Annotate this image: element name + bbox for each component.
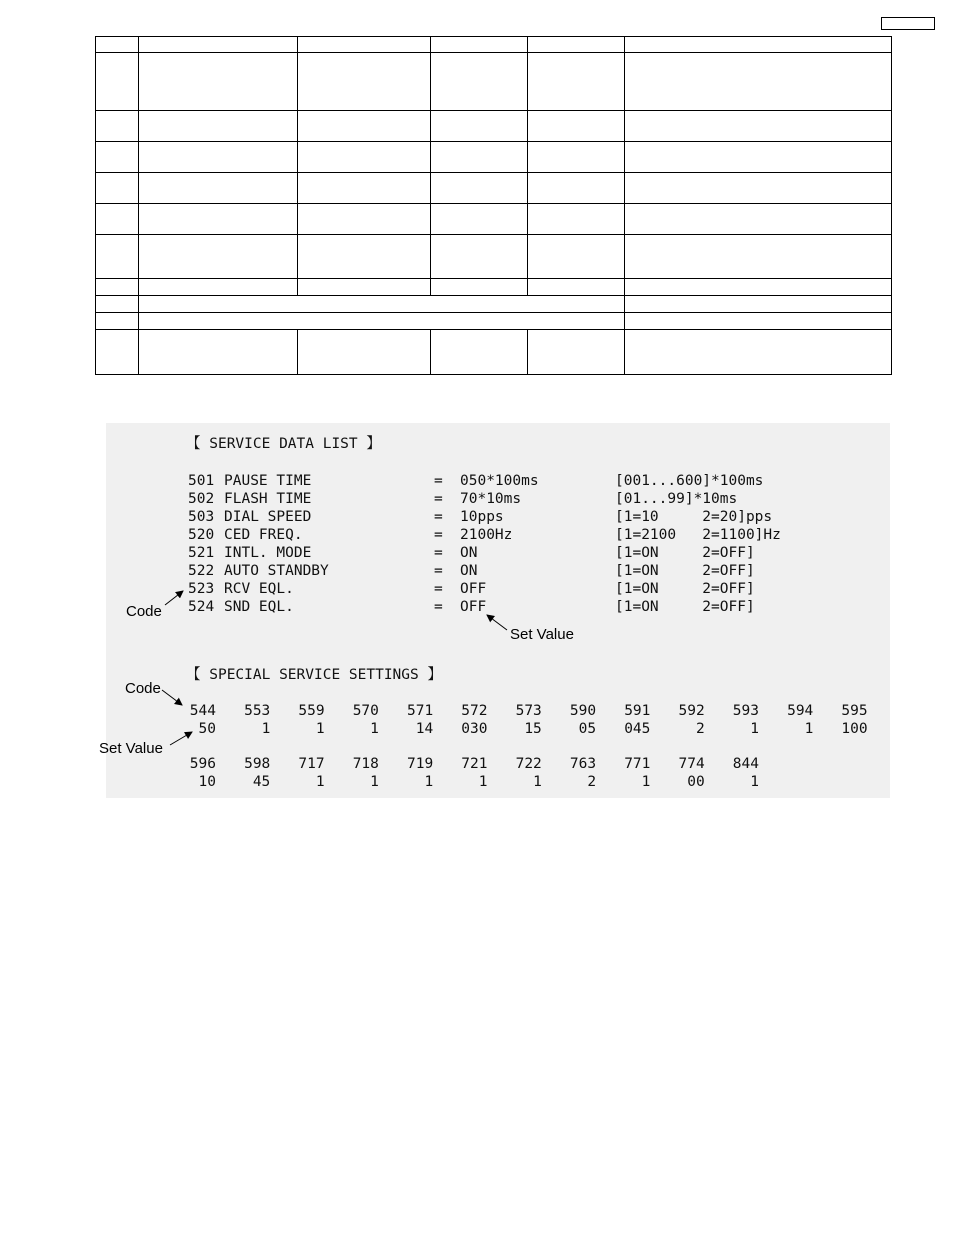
- setting-value: 1: [478, 774, 488, 790]
- service-data-code: 522: [188, 563, 215, 579]
- setting-value: 1: [750, 721, 759, 737]
- setting-value: 1: [641, 774, 651, 790]
- service-data-name: FLASH TIME: [224, 491, 312, 507]
- service-data-range: [01...99]*10ms: [615, 491, 738, 507]
- service-data-name: DIAL SPEED: [224, 509, 312, 525]
- setting-code: 774: [678, 756, 705, 772]
- service-data-name: INTL. MODE: [224, 545, 312, 561]
- setting-value: 045: [624, 721, 651, 737]
- setting-code: 553: [244, 703, 271, 719]
- service-data-range: [1=ON 2=OFF]: [615, 599, 755, 615]
- setting-value: 1: [315, 774, 325, 790]
- setting-value: 2: [695, 721, 705, 737]
- setting-code: 771: [624, 756, 651, 772]
- setting-value: 10: [198, 774, 216, 790]
- setting-code: 590: [569, 703, 597, 719]
- setting-code: 718: [352, 756, 379, 772]
- setting-value: 00: [687, 774, 705, 790]
- setting-value: 14: [415, 721, 434, 737]
- service-data-eq: =: [434, 509, 443, 525]
- service-data-list-title: 【 SERVICE DATA LIST 】: [186, 436, 381, 452]
- arrow-code-1: [165, 591, 183, 605]
- setting-code: 598: [244, 756, 271, 772]
- setting-code: 717: [298, 756, 325, 772]
- service-data-range: [1=2100 2=1100]Hz: [615, 527, 781, 543]
- service-data-range: [001...600]*100ms: [615, 473, 764, 489]
- service-data-code: 502: [188, 491, 215, 507]
- setting-value: 1: [370, 774, 379, 790]
- service-data-eq: =: [434, 473, 443, 489]
- service-data-value: 050*100ms: [460, 473, 539, 489]
- setting-code: 571: [406, 703, 434, 719]
- setting-code: 596: [189, 756, 216, 772]
- service-data-code: 523: [188, 581, 215, 597]
- setting-value: 1: [533, 774, 542, 790]
- service-data-code: 520: [188, 527, 215, 543]
- arrow-set-value-1: [487, 615, 507, 630]
- setting-value: 15: [524, 721, 542, 737]
- service-data-name: CED FREQ.: [224, 527, 303, 543]
- arrow-set-value-2: [170, 732, 192, 745]
- setting-code: 594: [787, 703, 814, 719]
- service-data-value: ON: [460, 563, 478, 579]
- service-data-eq: =: [434, 527, 443, 543]
- service-data-range: [1=ON 2=OFF]: [615, 545, 755, 561]
- setting-code: 573: [515, 703, 542, 719]
- setting-code: 595: [841, 703, 868, 719]
- setting-value: 50: [198, 721, 216, 737]
- setting-code: 570: [352, 703, 379, 719]
- special-settings-title: 【 SPECIAL SERVICE SETTINGS 】: [186, 667, 442, 683]
- service-data-value: ON: [460, 545, 478, 561]
- setting-value: 05: [578, 721, 597, 737]
- code-label-2: Code: [125, 680, 161, 697]
- setting-value: 1: [424, 774, 434, 790]
- service-data-name: PAUSE TIME: [224, 473, 312, 489]
- service-data-value: OFF: [460, 599, 487, 615]
- setting-code: 721: [461, 756, 488, 772]
- setting-value: 1: [804, 721, 814, 737]
- setting-value: 45: [252, 774, 271, 790]
- setting-code: 591: [624, 703, 651, 719]
- service-data-eq: =: [434, 545, 443, 561]
- set-value-label: Set Value: [510, 626, 574, 643]
- service-data-eq: =: [434, 581, 443, 597]
- service-data-code: 524: [188, 599, 215, 615]
- setting-code: 559: [298, 703, 325, 719]
- service-data-name: AUTO STANDBY: [224, 563, 329, 579]
- setting-value: 030: [461, 721, 488, 737]
- setting-code: 592: [678, 703, 705, 719]
- set-value-label-2: Set Value: [99, 740, 163, 757]
- setting-value: 1: [315, 721, 325, 737]
- service-data-name: RCV EQL.: [224, 581, 294, 597]
- service-data-eq: =: [434, 491, 443, 507]
- setting-value: 1: [370, 721, 379, 737]
- service-data-value: 70*10ms: [460, 491, 522, 507]
- setting-value: 100: [841, 721, 868, 737]
- arrow-code-2: [162, 690, 182, 705]
- service-data-value: OFF: [460, 581, 487, 597]
- setting-value: 1: [261, 721, 271, 737]
- service-data-range: [1=ON 2=OFF]: [615, 581, 755, 597]
- setting-code: 719: [406, 756, 434, 772]
- setting-code: 544: [189, 703, 216, 719]
- service-data-code: 521: [188, 545, 215, 561]
- setting-code: 763: [569, 756, 597, 772]
- service-data-range: [1=ON 2=OFF]: [615, 563, 755, 579]
- service-data-eq: =: [434, 563, 443, 579]
- setting-code: 593: [732, 703, 759, 719]
- setting-value: 2: [587, 774, 597, 790]
- setting-code: 722: [515, 756, 542, 772]
- service-data-code: 503: [188, 509, 215, 525]
- service-data-eq: =: [434, 599, 443, 615]
- code-label: Code: [126, 603, 162, 620]
- setting-value: 1: [750, 774, 759, 790]
- setting-code: 572: [461, 703, 488, 719]
- setting-code: 844: [732, 756, 759, 772]
- service-data-code: 501: [188, 473, 215, 489]
- service-data-value: 10pps: [460, 509, 504, 525]
- service-data-value: 2100Hz: [460, 527, 513, 543]
- service-data-name: SND EQL.: [224, 599, 294, 615]
- service-data-range: [1=10 2=20]pps: [615, 509, 773, 525]
